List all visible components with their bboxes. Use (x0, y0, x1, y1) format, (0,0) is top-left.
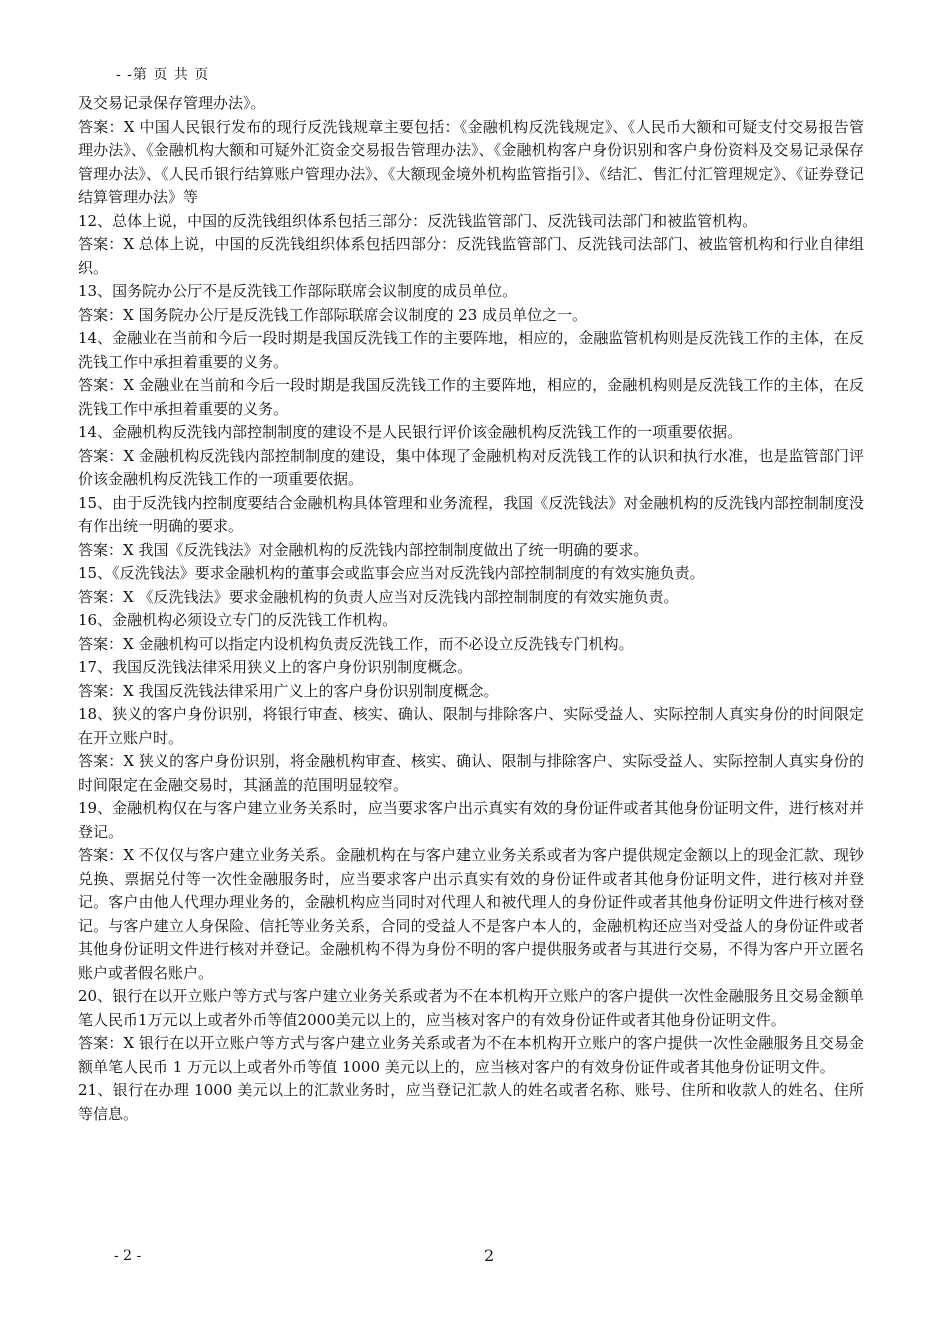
answer-paragraph: 答案：X 我国《反洗钱法》对金融机构的反洗钱内部控制制度做出了统一明确的要求。 (78, 540, 649, 559)
answer-paragraph: 答案：X 金融机构反洗钱内部控制制度的建设，集中体现了金融机构对反洗钱工作的认识和执行水准，也是监管部门评价该金融机构反洗钱工作的一项重要依据。 (78, 446, 864, 488)
answer-paragraph: 答案：X 国务院办公厅是反洗钱工作部际联席会议制度的 23 成员单位之一。 (78, 305, 588, 324)
page-number: 2 (484, 1246, 495, 1265)
question-paragraph: 17、我国反洗钱法律采用狭义上的客户身份识别制度概念。 (78, 658, 473, 676)
answer-paragraph: 答案：X 我国反洗钱法律采用广义上的客户身份识别制度概念。 (78, 681, 499, 700)
question-paragraph: 16、金融机构必须设立专门的反洗钱工作机构。 (78, 611, 398, 629)
answer-paragraph: 答案：X 狭义的客户身份识别，将金融机构审查、核实、确认、限制与排除客户、实际受益人、实际控制人真实身份的时间限定在金融交易时，其涵盖的范围明显较窄。 (78, 752, 864, 794)
paragraph: 及交易记录保存管理办法》。 (78, 94, 266, 112)
answer-paragraph: 答案：X 总体上说，中国的反洗钱组织体系包括四部分：反洗钱监管部门、反洗钱司法部门、被监管机构和行业自律组织。 (78, 235, 864, 277)
question-paragraph: 14、金融业在当前和今后一段时期是我国反洗钱工作的主要阵地，相应的，金融监管机构则是反洗钱工作的主体，在反洗钱工作中承担着重要的义务。 (78, 329, 864, 371)
answer-paragraph: 答案：X 金融机构可以指定内设机构负责反洗钱工作，而不必设立反洗钱专门机构。 (78, 634, 634, 653)
page-footer-left: - 2 - (114, 1248, 142, 1264)
answer-paragraph: 答案：X 金融业在当前和今后一段时期是我国反洗钱工作的主要阵地，相应的，金融机构则是反洗钱工作的主体，在反洗钱工作中承担着重要的义务。 (78, 376, 864, 418)
page-header: - -第 页 共 页 (116, 67, 210, 83)
answer-paragraph: 答案：X 不仅仅与客户建立业务关系。金融机构在与客户建立业务关系或者为客户提供规定金额以上的现金汇款、现钞兑换、票据兑付等一次性金融服务时，应当要求客户出示真实有效的身份证件或者其他身份证明文件，进行核对并登记。客户由他人代理办理业务的，金融机构应当同时对代理人和被代理人的身份证件或者其他身份证明文件进行核对登记。与客户建立人身保险、信托等业务关系，合同的受益人不是客户本人的，金融机构还应当对受益人的身份证件或者其他身份证明文件进行核对并登记。金融机构不得为身份不明的客户提供服务或者与其进行交易，不得为客户开立匿名账户或者假名账户。 (78, 846, 864, 982)
question-paragraph: 13、国务院办公厅不是反洗钱工作部际联席会议制度的成员单位。 (78, 282, 518, 300)
question-paragraph: 14、金融机构反洗钱内部控制制度的建设不是人民银行评价该金融机构反洗钱工作的一项重要依据。 (78, 423, 743, 441)
document-body (78, 92, 864, 1126)
answer-paragraph: 答案：X 银行在以开立账户等方式与客户建立业务关系或者为不在本机构开立账户的客户提供一次性金融服务且交易金额单笔人民币 1 万元以上或者外币等值 1000 美元以上的，应当核对客户的有效身份证件或者其他身份证明文件。 (78, 1034, 864, 1076)
question-paragraph: 15、由于反洗钱内控制度要结合金融机构具体管理和业务流程，我国《反洗钱法》对金融机构的反洗钱内部控制制度没有作出统一明确的要求。 (78, 493, 864, 535)
question-paragraph: 18、狭义的客户身份识别，将银行审查、核实、确认、限制与排除客户、实际受益人、实际控制人真实身份的时间限定在开立账户时。 (78, 705, 864, 747)
question-paragraph: 21、银行在办理 1000 美元以上的汇款业务时，应当登记汇款人的姓名或者名称、账号、住所和收款人的姓名、住所等信息。 (78, 1081, 864, 1123)
answer-paragraph: 答案：X 中国人民银行发布的现行反洗钱规章主要包括：《金融机构反洗钱规定》、《人民币大额和可疑支付交易报告管理办法》、《金融机构大额和可疑外汇资金交易报告管理办法》、《金融机构客户身份识别和客户身份资料及交易记录保存管理办法》、《人民币银行结算账户管理办法》、《大额现金境外机构监管指引》、《结汇、售汇付汇管理规定》、《证券登记结算管理办法》等 (78, 117, 864, 206)
question-paragraph: 15、《反洗钱法》要求金融机构的董事会或监事会应当对反洗钱内部控制制度的有效实施负责。 (78, 564, 705, 582)
question-paragraph: 20、银行在以开立账户等方式与客户建立业务关系或者为不在本机构开立账户的客户提供一次性金融服务且交易金额单笔人民币1万元以上或者外币等值2000美元以上的，应当核对客户的有效身份证件或者其他身份证明文件。 (78, 987, 864, 1029)
answer-paragraph: 答案：X 《反洗钱法》要求金融机构的负责人应当对反洗钱内部控制制度的有效实施负责。 (78, 587, 679, 606)
question-paragraph: 12、总体上说，中国的反洗钱组织体系包括三部分：反洗钱监管部门、反洗钱司法部门和被监管机构。 (78, 211, 758, 230)
question-paragraph: 19、金融机构仅在与客户建立业务关系时，应当要求客户出示真实有效的身份证件或者其他身份证明文件，进行核对并登记。 (78, 799, 864, 841)
